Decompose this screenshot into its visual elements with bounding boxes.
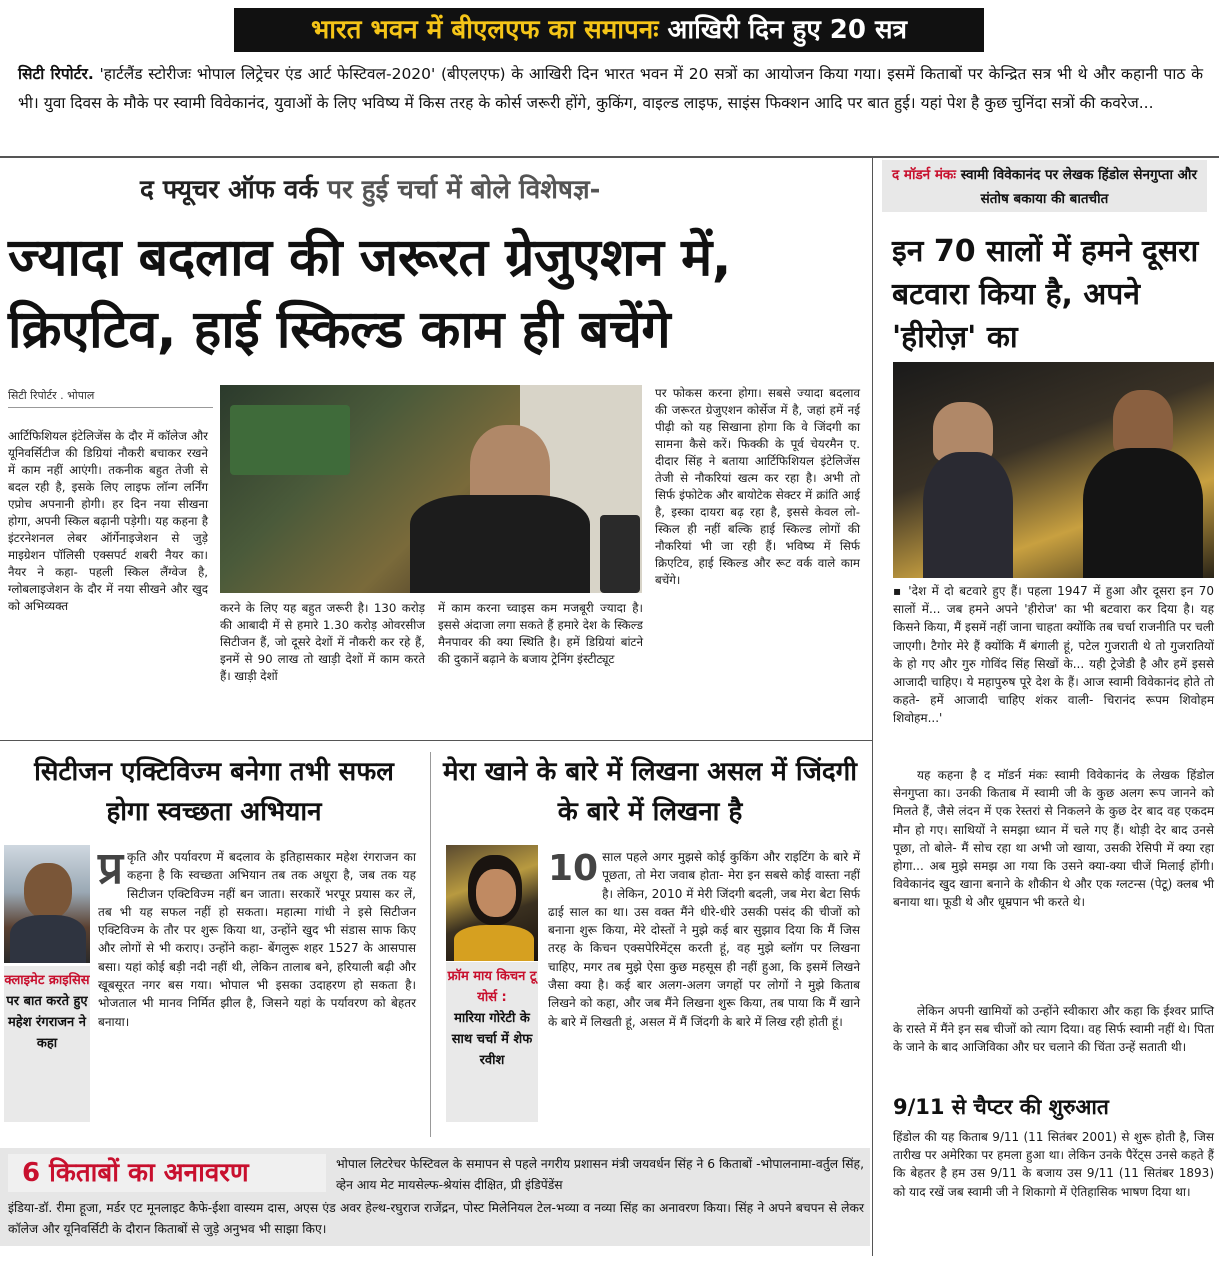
clean-body-text: कृति और पर्यावरण में बदलाव के इतिहासकार महेश रंगराजन का कहना है कि स्वच्छता अभियान तब तक अधूरा है, जब तक यह सिटीजन एक्टिविज्म नहीं बन जाता। सरकारें भरपूर प्रयास कर लें, तब भी यह सफल नहीं हो सकता। महात्मा गांधी ने इसे सिटीजन एक्टिविज्म के तौर पर शुरू किया था, उन्होंने खुद भी संडास साफ किए और लोगों से भी कराए। उन्होंने कहा- बेंगलुरू शहर 1527 के आसपास बसा। यहां कोई बड़ी नदी नहीं थी, लेकिन तालाब बने, हरियाली बढ़ी और खूबसूरत नगर बस गया। भोपाल भी इसका उदाहरण हो सकता है। भोजताल भी मानव निर्मित झील है, जिसने यहां के पर्यावरण को बेहतर बनाया। bbox=[98, 850, 416, 1029]
food-dropcap: 10 bbox=[548, 848, 599, 889]
main-kicker-a: द फ्यूचर ऑफ वर्क bbox=[140, 175, 319, 205]
sidebar-divider bbox=[872, 156, 873, 1256]
books-title-rest: किताबों का अनावरण bbox=[40, 1158, 249, 1188]
top-banner bbox=[234, 8, 984, 52]
main-col-3: में काम करना च्वाइस कम मजबूरी ज्यादा है। इससे अंदाजा लगा सकते हैं हमारे देश के स्किल्ड मैनपावर की क्या स्थिति है। हमें डिग्रियां बांटने की दुकानें बढ़ाने के बजाय ट्रेनिंग इंस्टीट्यूट bbox=[438, 601, 643, 666]
clean-body bbox=[98, 843, 416, 1138]
top-divider bbox=[0, 156, 1219, 158]
sidebar-body-1: ▪ 'देश में दो बटवारे हुए हैं। पहला 1947 में हुआ और दूसरा इन 70 सालों में... जब हमने अपने 'हीरोज' का भी बटवारा कर दिया है। यह किसने किया, मैं इसमें नहीं जाना चाहता क्योंकि तब चर्चा राजनीति पर चली जाएगी। टैगोर मेरे हैं क्योंकि मैं बंगाली हूं, पटेल गुजराती थे तो गुजरातियों के हो गए और गुरु गोविंद सिंह सिखों के... यही ट्रेजेडी है और हमें इससे आजादी चाहिए। ये महापुरुष पूरे देश के हैं। आज स्वामी विवेकानंद होते तो कहते- हमें आजादी चाहिए शंकर वाली- चिरानंद रूपम शिवोहम शिवोहम...' bbox=[893, 584, 1214, 726]
clean-caption-red: क्लाइमेट क्राइसिस bbox=[4, 973, 90, 988]
sidebar-kicker-rest: स्वामी विवेकानंद पर लेखक हिंडोल सेनगुप्ता और संतोष बकाया की बातचीत bbox=[956, 167, 1197, 207]
food-body-text: साल पहले अगर मुझसे कोई कुकिंग और राइटिंग के बारे में पूछता, तो मेरा जवाब होता- मेरा इन सबसे कोई वास्ता नहीं है। लेकिन, 2010 में मेरी जिंदगी बदली, जब मेरा बेटा सिर्फ ढाई साल का था। उस वक्त मैंने धीरे-धीरे उसकी पसंद की चीजों को बनाना शुरू किया, मेरे दोस्तों ने मुझे कई बार सुझाव दिया कि मैं जिस तरह के किचन एक्सपेरिमेंट्स करती हूं, वह मुझे ब्लॉग पर लिखना चाहिए, मगर तब मुझे ऐसा कुछ महसूस ही नहीं हुआ, कि इसमें लिखने जैसा क्या है। कई बार अलग-अलग जगहों पर लोगों ने मुझे किताब लिखने को कहा, और जब मैंने लिखना शुरू किया, तब पाया कि मैं खाने के बारे में लिखती हूं, असल में मैं जिंदगी के बारे में लिख रही होती हूं। bbox=[548, 850, 860, 1029]
food-caption-red: फ्रॉम माय किचन टू योर्स : bbox=[447, 969, 537, 1005]
sidebar-photo bbox=[893, 362, 1214, 578]
rangarajan-portrait bbox=[4, 845, 90, 963]
sidebar-kicker bbox=[882, 160, 1207, 212]
intro-paragraph bbox=[18, 60, 1203, 148]
main-col-4: पर फोकस करना होगा। सबसे ज्यादा बदलाव की जरूरत ग्रेजुएशन कोर्सेज में है, जहां हमें नई पीढ़ी को यह सिखाना होगा कि वे जिंदगी का सामना कैसे करें। फिक्की के पूर्व चेयरमैन ए. दीदार सिंह ने बताया आर्टिफिशियल इंटेलिजेंस तेजी से नौकरियां खत्म कर रहा है। अभी तो सिर्फ इंफोटेक और बायोटेक सेक्टर में क्रांति आई है, इस्का दायरा बढ़ रहा है, इससे केवल लो-स्किल ही नहीं बल्कि हाई स्किल्ड लोगों की नौकरियां भी जा रही हैं। भविष्य में सिर्फ क्रिएटिव, हाई स्किल्ड और रूट वर्क वाले काम बचेंगे। bbox=[655, 386, 860, 587]
banner-rest: आखिरी दिन हुए 20 सत्र bbox=[658, 15, 907, 45]
goreti-portrait bbox=[446, 845, 538, 961]
clean-caption bbox=[4, 966, 90, 1122]
main-col-2: करने के लिए यह बहुत जरूरी है। 130 करोड़ की आबादी में से हमारे 1.30 करोड़ ओवरसीज सिटीजन हैं, जो दूसरे देशों में नौकरी कर रहे हैं, इनमें से 90 लाख तो खाड़ी देशों में काम करते हैं। खाड़ी देशों bbox=[220, 601, 425, 683]
lower-col-divider bbox=[430, 752, 431, 1137]
food-caption bbox=[446, 962, 538, 1122]
clean-dropcap: प्र bbox=[98, 843, 124, 894]
mid-divider bbox=[0, 740, 872, 741]
main-kicker-b: पर हुई चर्चा में बोले विशेषज्ञ- bbox=[318, 175, 601, 205]
intro-lead: सिटी रिपोर्टर. bbox=[18, 65, 94, 83]
books-text-first: भोपाल लिटरेचर फेस्टिवल के समापन से पहले नगरीय प्रशासन मंत्री जयवर्धन सिंह ने 6 किताबों -भोपालनामा-वर्तुल सिंह, व्हेन आय मेट मायसेल्फ-श्रेयांस दीक्षित, प्री इंडिपेंडेंस bbox=[336, 1157, 864, 1192]
sidebar-headline: इन 70 सालों में हमने दूसरा बटवारा किया है, अपने 'हीरोज़' का bbox=[892, 234, 1199, 355]
banner-highlight: भारत भवन में बीएलएफ का समापनः bbox=[311, 15, 659, 45]
books-text-rest: इंडिया-डॉ. रीमा हूजा, मर्डर एट मूनलाइट कैफे-ईशा वास्यम दास, अएस एंड अवर हेल्थ-रघुराज राजेंद्रन, पोस्ट मिलेनियल टेल-भव्या व नव्या सिंह का अनावरण किया। सिंह ने अपने बचपन से लेकर कॉलेज और यूनिवर्सिटी के दौरान किताबों से जुड़े अनुभव भी साझा किए। bbox=[8, 1201, 864, 1236]
main-headline: ज्यादा बदलाव की जरूरत ग्रेजुएशन में, क्रिएटिव, हाई स्किल्ड काम ही बचेंगे bbox=[8, 228, 731, 360]
sidebar-subhead: 9/11 से चैप्टर की शुरुआत bbox=[893, 1095, 1109, 1119]
main-kicker bbox=[140, 170, 860, 206]
intro-text: 'हार्टलैंड स्टोरीजः भोपाल लिट्रेचर एंड आर्ट फेस्टिवल-2020' (बीएलएफ) के आखिरी दिन भारत भवन में 20 सत्रों का आयोजन किया गया। इसमें किताबों पर केन्द्रित सत्र भी थे और कहानी पाठ के भी। युवा दिवस के मौके पर स्वामी विवेकानंद, युवाओं के लिए भविष्य में किस तरह के कोर्स जरूरी होंगे, कुकिंग, वाइल्ड लाइफ, साइंस फिक्शन आदि पर बात हुई। यहां पेश है कुछ चुनिंदा सत्रों की कवरेज... bbox=[18, 65, 1203, 112]
sidebar-kicker-red: द मॉडर्न मंकः bbox=[892, 167, 957, 183]
sidebar-body-2: यह कहना है द मॉडर्न मंकः स्वामी विवेकानंद के लेखक हिंडोल सेनगुप्ता का। उनकी किताब में स्वामी जी के कुछ अलग रूप जानने को मिलते हैं, जैसे लंदन में एक रेस्तरां से निकलने के कुछ देर बाद वह एकदम मौन हो गए। साथियों ने समझा ध्यान में चले गए हैं। थोड़ी देर बाद उनसे पूछा, तो बोले- मैं सोच रहा था अभी जो खाया, उसकी रेसिपी में क्या रहा होगा... अब मुझे समझ आ गया कि उसने क्या-क्या चीजें मिलाई होंगी। विवेकानंद खुद खाना बनाने के शौकीन थे और एक ग्लटन्स (पेटू) क्लब भी बनाया था। फूडी थे और धूम्रपान भी करते थे। bbox=[893, 768, 1214, 910]
food-caption-black: मारिया गोरेटी के साथ चर्चा में शेफ रवीश bbox=[451, 1011, 533, 1068]
clean-caption-black: पर बात करते हुए महेश रंगराजन ने कहा bbox=[6, 994, 88, 1051]
books-title-num: 6 bbox=[22, 1158, 41, 1188]
speaker-photo bbox=[220, 385, 642, 593]
sidebar-body-4: हिंडोल की यह किताब 9/11 (11 सितंबर 2001) से शुरू होती है, जिस तारीख पर अमेरिका पर हमला हुआ था। लेकिन उनके पैरेंट्स उनसे कहते हैं कि बेहतर है हम उस 9/11 के बजाय उस 9/11 (11 सितंबर 1893) को याद रखें जब स्वामी जी ने शिकागो में ऐतिहासिक भाषण दिया था। bbox=[893, 1130, 1214, 1199]
food-headline: मेरा खाने के बारे में लिखना असल में जिंदगी के बारे में लिखना है bbox=[442, 757, 858, 827]
main-col-1: आर्टिफिशियल इंटेलिजेंस के दौर में कॉलेज और यूनिवर्सिटीज की डिग्रियां नौकरी बचाकर रखने में काम नहीं आएंगी। तकनीक बहुत तेजी से बदल रही है, इसके लिए लाइफ लॉन्ग लर्निंग एप्रोच अपनानी होगी। हर दिन नया सीखना होगा, अपनी स्किल बढ़ानी पड़ेगी। यह कहना है इंटरनेशनल लेबर ऑर्गेनाइजेशन से जुड़े माइग्रेशन पॉलिसी एक्सपर्ट शबरी नैयर का। नैयर ने कहा- पहली स्किल लैंग्वेज है, ग्लोबलाइजेशन के दौर में नया सीखने और खुद को अभिव्यक्त bbox=[8, 429, 208, 613]
main-byline: सिटी रिपोर्टर . भोपाल bbox=[8, 388, 213, 408]
books-title bbox=[8, 1154, 326, 1192]
food-body bbox=[548, 848, 860, 1138]
clean-headline: सिटीजन एक्टिविज्म बनेगा तभी सफल होगा स्वच्छता अभियान bbox=[34, 757, 394, 827]
sidebar-body-3: लेकिन अपनी खामियों को उन्होंने स्वीकारा और कहा कि ईश्वर प्राप्ति के रास्ते में मैंने इन सब चीजों को त्याग दिया। वह सिर्फ स्वामी नहीं थे। पिता के जाने के बाद आजिविका और घर चलाने की चिंता उन्हें सताती थी। bbox=[893, 1004, 1214, 1055]
